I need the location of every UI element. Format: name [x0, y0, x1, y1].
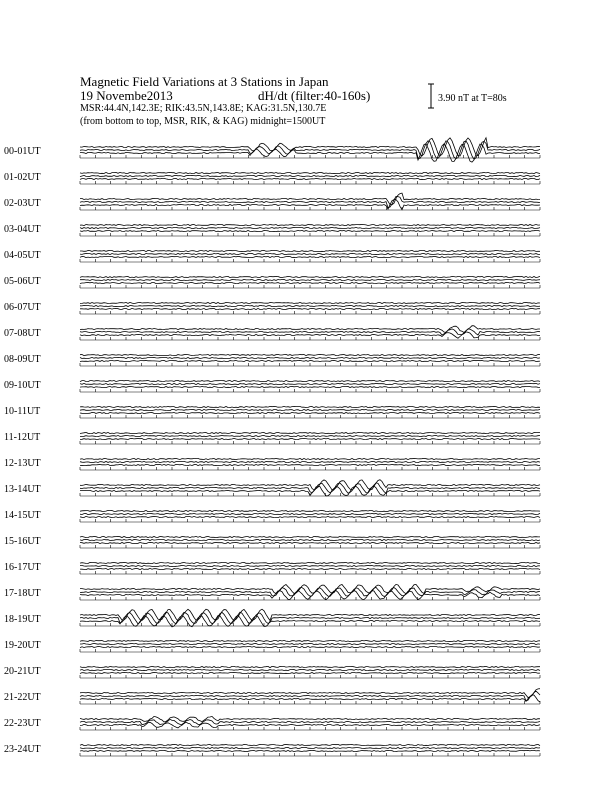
station-trace	[80, 646, 540, 647]
station-trace	[80, 666, 540, 667]
station-order-note: (from bottom to top, MSR, RIK, & KAG) midnight=1500UT	[80, 116, 326, 127]
station-trace	[80, 224, 540, 225]
station-trace	[80, 612, 540, 624]
station-trace	[80, 536, 540, 537]
hour-label: 03-04UT	[4, 224, 41, 235]
hour-label: 17-18UT	[4, 588, 41, 599]
hour-row	[4, 640, 540, 652]
hour-label: 10-11UT	[4, 406, 41, 417]
station-trace	[80, 383, 540, 384]
hour-label: 09-10UT	[4, 380, 41, 391]
station-trace	[80, 406, 540, 407]
hour-label: 06-07UT	[4, 302, 41, 313]
station-trace	[80, 640, 540, 641]
station-trace	[80, 276, 540, 277]
station-trace	[80, 354, 540, 355]
hour-label: 05-06UT	[4, 276, 41, 287]
scale-bar	[428, 84, 434, 108]
hour-row	[4, 224, 540, 236]
station-trace	[80, 193, 540, 205]
hour-row	[4, 716, 540, 730]
station-trace	[80, 253, 540, 254]
hour-label: 08-09UT	[4, 354, 41, 365]
station-trace	[80, 279, 540, 280]
station-trace	[80, 643, 540, 644]
station-trace	[80, 357, 540, 358]
station-trace	[80, 461, 540, 462]
station-trace	[80, 256, 540, 257]
hour-row	[4, 609, 540, 627]
station-trace	[80, 609, 540, 621]
station-trace	[80, 458, 540, 459]
hour-row	[4, 744, 540, 756]
hour-label: 15-16UT	[4, 536, 41, 547]
hour-row	[4, 250, 540, 262]
chart-title: Magnetic Field Variations at 3 Stations in Japan	[80, 74, 329, 89]
hour-row	[4, 689, 540, 704]
station-trace	[80, 175, 540, 176]
station-trace	[80, 230, 540, 231]
hour-row	[4, 536, 540, 548]
station-trace	[80, 172, 540, 173]
hour-row	[4, 326, 540, 340]
hour-label: 02-03UT	[4, 198, 41, 209]
hour-label: 12-13UT	[4, 458, 41, 469]
hour-label: 11-12UT	[4, 432, 41, 443]
station-trace	[80, 386, 540, 387]
hour-row	[4, 432, 540, 444]
hour-row	[4, 562, 540, 574]
station-trace	[80, 562, 540, 563]
hour-label: 21-22UT	[4, 692, 41, 703]
hour-label: 19-20UT	[4, 640, 41, 651]
chart-date: 19 Novembe2013	[80, 88, 173, 103]
hour-row	[4, 302, 540, 314]
hour-label: 23-24UT	[4, 744, 41, 755]
station-trace	[80, 747, 540, 748]
station-coordinates: MSR:44.4N,142.3E; RIK:43.5N,143.8E; KAG:31.5N,130.7E	[80, 103, 327, 114]
hour-label: 22-23UT	[4, 718, 41, 729]
hour-row	[4, 480, 540, 496]
hour-label: 20-21UT	[4, 666, 41, 677]
station-trace	[80, 250, 540, 251]
station-trace	[80, 464, 540, 465]
station-trace	[80, 542, 540, 543]
station-trace	[80, 568, 540, 569]
hour-row	[4, 354, 540, 366]
station-trace	[80, 360, 540, 361]
station-trace	[80, 516, 540, 517]
station-trace	[80, 510, 540, 511]
station-trace	[80, 438, 540, 439]
station-trace	[80, 672, 540, 673]
scale-bar-label: 3.90 nT at T=80s	[438, 93, 507, 104]
hour-row	[4, 510, 540, 522]
hour-row	[4, 666, 540, 678]
station-trace	[80, 565, 540, 566]
hour-row	[4, 172, 540, 184]
hour-label: 13-14UT	[4, 484, 41, 495]
hour-label: 14-15UT	[4, 510, 41, 521]
station-trace	[80, 435, 540, 436]
hour-label: 04-05UT	[4, 250, 41, 261]
station-trace	[80, 744, 540, 745]
station-trace	[80, 584, 540, 593]
hour-row	[4, 406, 540, 418]
hour-row	[4, 458, 540, 470]
hour-label: 01-02UT	[4, 172, 41, 183]
hour-row	[4, 584, 540, 600]
hour-label: 18-19UT	[4, 614, 41, 625]
station-trace	[80, 380, 540, 381]
chart-quantity-label: dH/dt (filter:40-160s)	[258, 88, 371, 103]
station-trace	[80, 282, 540, 283]
station-trace	[80, 305, 540, 306]
station-trace	[80, 432, 540, 433]
station-trace	[80, 227, 540, 228]
station-trace	[80, 196, 540, 207]
hour-row	[4, 276, 540, 288]
station-trace	[80, 178, 540, 179]
station-trace	[80, 669, 540, 670]
hour-rows	[4, 138, 540, 756]
station-trace	[80, 513, 540, 514]
station-trace	[80, 409, 540, 410]
station-trace	[80, 750, 540, 751]
hour-label: 00-01UT	[4, 146, 41, 157]
hour-row	[4, 138, 540, 162]
hour-row	[4, 193, 540, 210]
station-trace	[80, 302, 540, 303]
hour-label: 07-08UT	[4, 328, 41, 339]
station-trace	[80, 539, 540, 540]
station-trace	[80, 308, 540, 309]
hour-row	[4, 380, 540, 392]
station-trace	[80, 412, 540, 413]
hour-label: 16-17UT	[4, 562, 41, 573]
